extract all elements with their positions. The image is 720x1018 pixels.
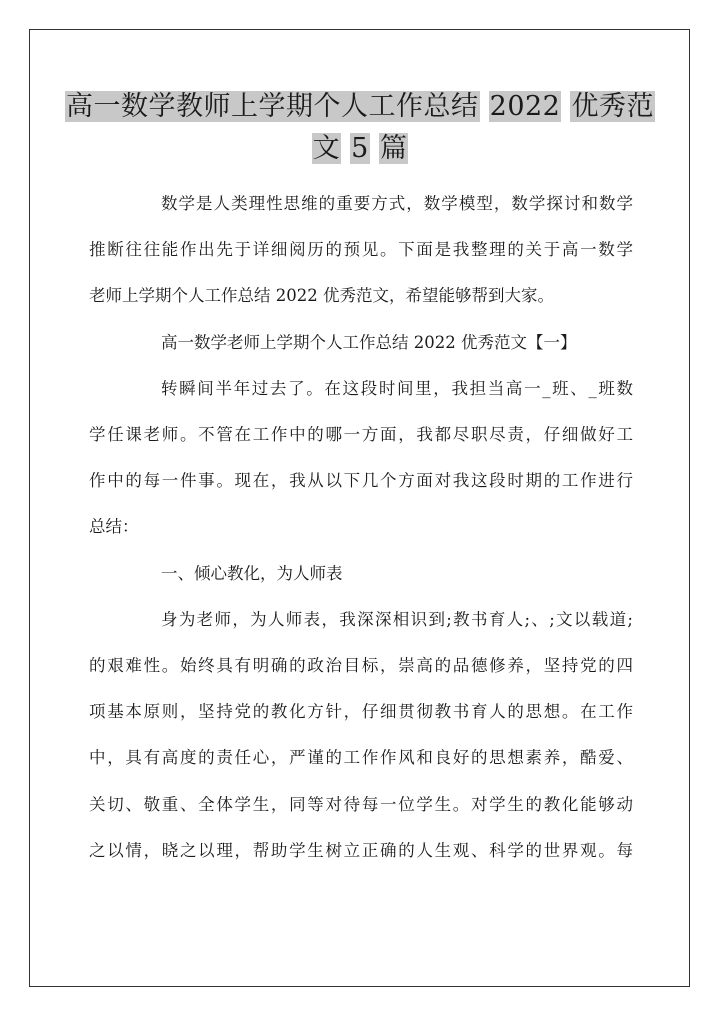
body-line: 推断往往能作出先于详细阅历的预见。下面是我整理的关于高一数学 bbox=[89, 240, 633, 260]
title-highlight-1a: 高一数学教师上学期个人工作总结 bbox=[66, 91, 479, 122]
body-line: 身为老师，为人师表，我深深相识到;教书育人;、;文以载道; bbox=[161, 609, 633, 629]
body-line: 总结： bbox=[89, 517, 139, 537]
body-line: 关切、敬重、全体学生，同等对待每一位学生。对学生的教化能够动 bbox=[89, 794, 633, 814]
body-line: 转瞬间半年过去了。在这段时间里，我担当高一_班、_班数 bbox=[161, 378, 633, 398]
body-line: 数学是人类理性思维的重要方式，数学模型，数学探讨和数学 bbox=[161, 194, 633, 213]
title-highlight-2a: 文 bbox=[312, 133, 341, 164]
title-highlight-2c: 篇 bbox=[379, 133, 408, 164]
title-highlight-1b: 2022 bbox=[489, 91, 561, 122]
body-line: 老师上学期个人工作总结 2022 优秀范文，希望能够帮到大家。 bbox=[89, 286, 554, 306]
body-line: 一、倾心教化，为人师表 bbox=[161, 563, 343, 583]
body-line: 项基本原则，坚持党的教化方针，仔细贯彻教书育人的思想。在工作 bbox=[89, 702, 633, 722]
title-highlight-2b: 5 bbox=[351, 133, 369, 164]
body-line: 中，具有高度的责任心，严谨的工作作风和良好的思想素养，酷爱、 bbox=[89, 748, 633, 768]
body-line: 高一数学老师上学期个人工作总结 2022 优秀范文【一】 bbox=[161, 332, 577, 352]
title-highlight-1c: 优秀范 bbox=[571, 91, 654, 122]
body-text bbox=[89, 0, 633, 1018]
body-line: 学任课老师。不管在工作中的哪一方面，我都尽职尽责，仔细做好工 bbox=[89, 425, 633, 444]
body-line: 之以情，晓之以理，帮助学生树立正确的人生观、科学的世界观。每 bbox=[89, 840, 633, 860]
body-line: 的艰难性。始终具有明确的政治目标，崇高的品德修养，坚持党的四 bbox=[89, 656, 633, 675]
body-line: 作中的每一件事。现在，我从以下几个方面对我这段时期的工作进行 bbox=[89, 471, 633, 491]
